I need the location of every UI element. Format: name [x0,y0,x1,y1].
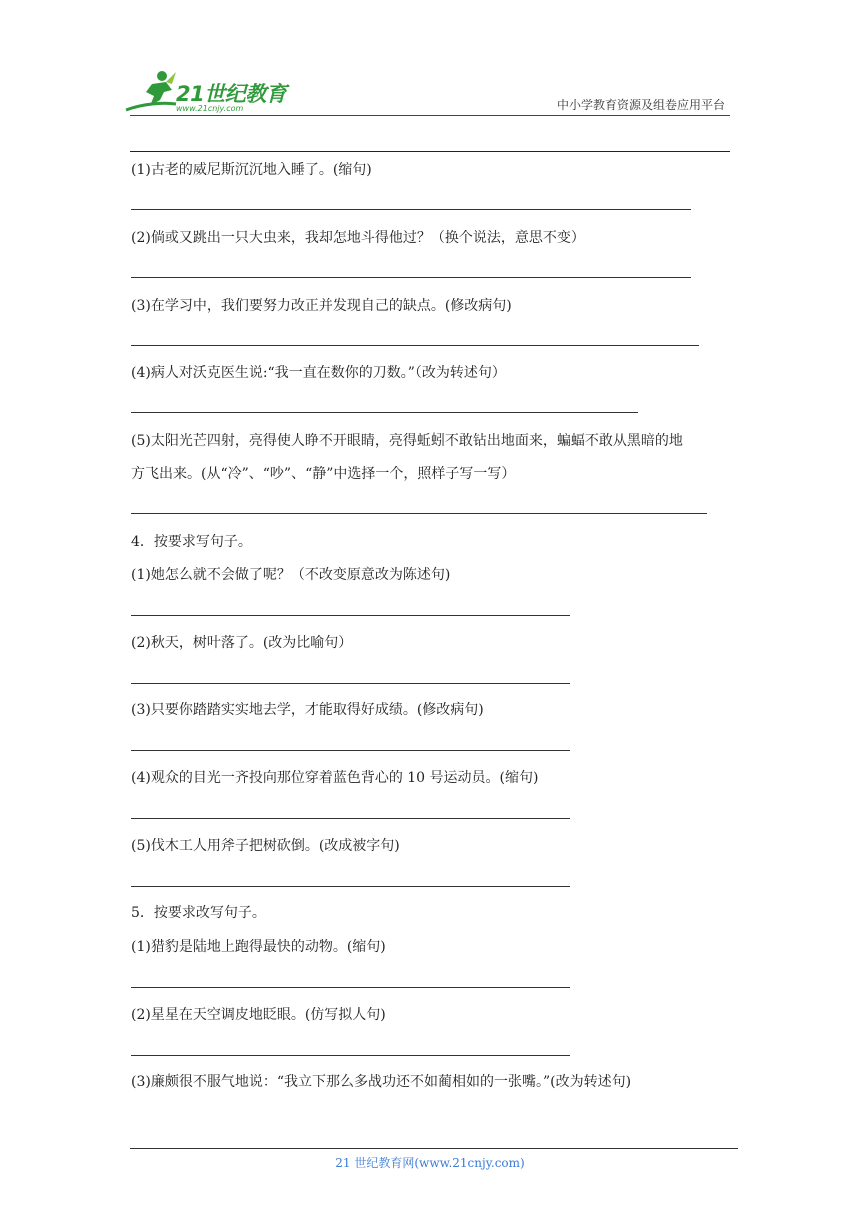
answer-line[interactable] [131,345,699,346]
question-3-3: (3)在学习中，我们要努力改正并发现自己的缺点。(修改病句) [131,298,512,314]
answer-line[interactable] [131,513,707,514]
footer-divider [130,1148,738,1149]
logo-url: www.21cnjy.com [176,104,244,113]
question-4-4: (4)观众的目光一齐投向那位穿着蓝色背心的 10 号运动员。(缩句) [131,770,539,786]
question-3-5-line2: 方飞出来。(从“冷”、“吵”、“静”中选择一个，照样子写一写） [131,466,516,482]
question-5-title: 5．按要求改写句子。 [131,905,266,921]
platform-title: 中小学教育资源及组卷应用平台 [556,98,725,112]
answer-line[interactable] [131,987,570,988]
question-3-5-line1: (5)太阳光芒四射，亮得使人睁不开眼睛，亮得蚯蚓不敢钻出地面来，蝙蝠不敢从黑暗的地 [131,433,683,449]
answer-line[interactable] [131,615,570,616]
question-4-3: (3)只要你踏踏实实地去学，才能取得好成绩。(修改病句) [131,702,484,718]
answer-line[interactable] [131,750,570,751]
answer-line[interactable] [131,818,570,819]
question-4-title: 4．按要求写句子。 [131,534,252,550]
question-4-5: (5)伐木工人用斧子把树砍倒。(改成被字句) [131,838,400,854]
question-3-4: (4)病人对沃克医生说:“我一直在数你的刀数。”（改为转述句） [131,365,506,381]
logo-text: 21世纪教育 [176,82,287,106]
question-4-2: (2)秋天，树叶落了。(改为比喻句） [131,635,353,651]
answer-line[interactable] [131,412,638,413]
question-4-1: (1)她怎么就不会做了呢？（不改变原意改为陈述句) [131,567,451,583]
page-header [0,0,860,120]
footer-text: 21 世纪教育网(www.21cnjy.com) [335,1156,525,1170]
answer-line [130,151,730,152]
header-divider [130,115,730,116]
question-3-1: (1)古老的威尼斯沉沉地入睡了。(缩句) [131,162,372,178]
answer-line[interactable] [131,209,691,210]
answer-line[interactable] [131,277,691,278]
question-3-2: (2)倘或又跳出一只大虫来，我却怎地斗得他过？（换个说法，意思不变） [131,230,585,246]
question-5-2: (2)星星在天空调皮地眨眼。(仿写拟人句) [131,1007,386,1023]
answer-line[interactable] [131,683,570,684]
question-5-1: (1)猎豹是陆地上跑得最快的动物。(缩句) [131,939,386,955]
question-5-3: (3)廉颇很不服气地说：“我立下那么多战功还不如蔺相如的一张嘴。”(改为转述句) [131,1074,632,1090]
answer-line[interactable] [131,1055,570,1056]
answer-line[interactable] [131,886,570,887]
